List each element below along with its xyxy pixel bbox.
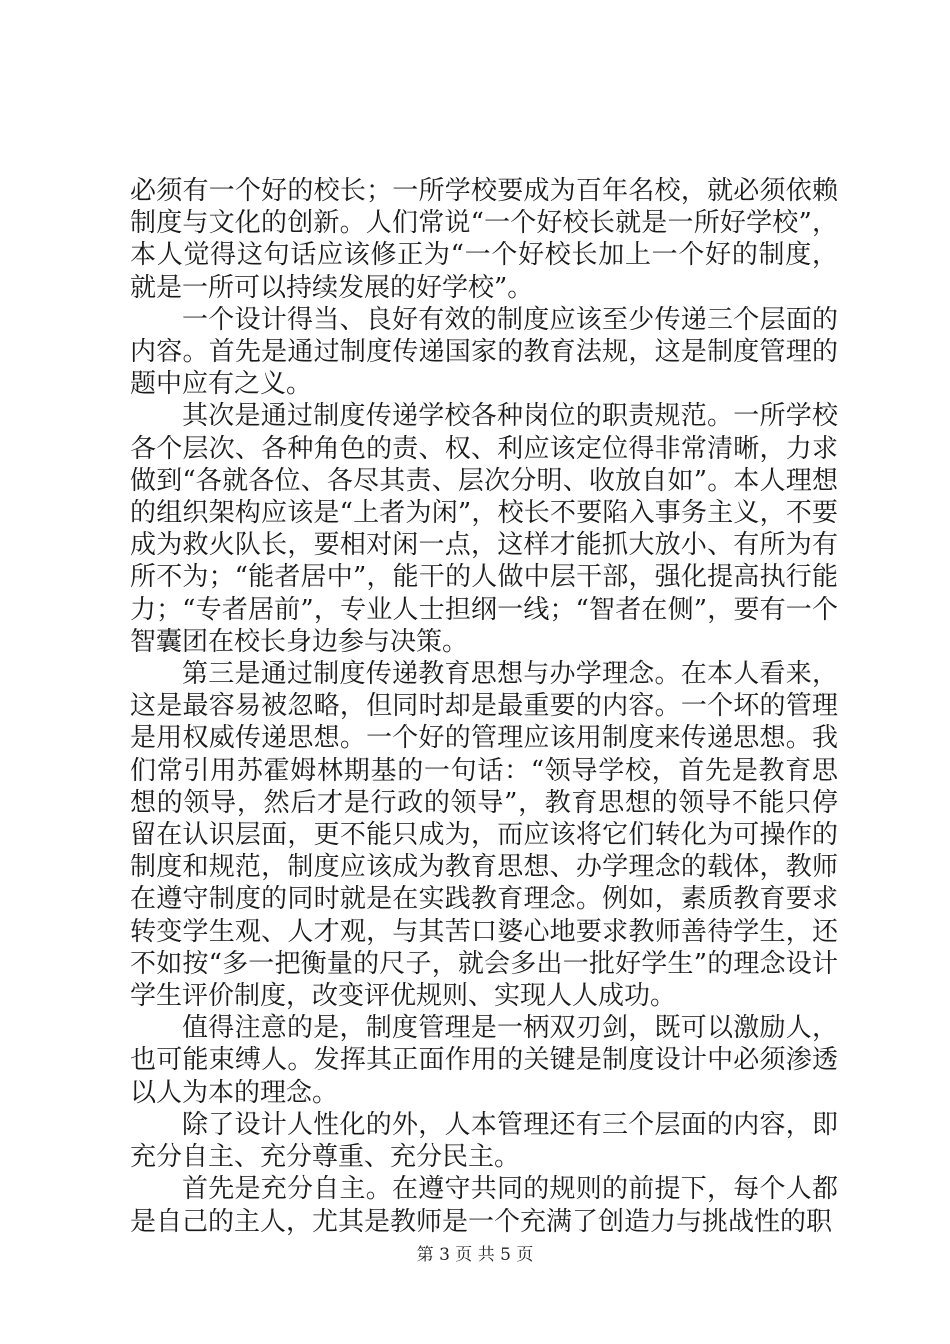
paragraph-4: 第三是通过制度传递教育思想与办学理念。在本人看来，这是最容易被忽略，但同时却是最重要的内容。一个坏的管理是用权威传递思想。一个好的管理应该用制度来传递思想。我们常引用苏霍姆林期基的一句话：“领导学校，首先是教育思想的领导，然后才是行政的领导”，教育思想的领导不能只停留在认识层面，更不能只成为，而应该将它们转化为可操作的制度和规范，制度应该成为教育思想、办学理念的载体，教师在遵守制度的同时就是在实践教育理念。例如，素质教育要求转变学生观、人才观，与其苦口婆心地要求教师善待学生，还不如按“多一把衡量的尺子，就会多出一批好学生”的理念设计学生评价制度，改变评优规则、实现人人成功。 bbox=[130, 659, 838, 1012]
page-number-footer: 第 3 页 共 5 页 bbox=[416, 1245, 534, 1265]
paragraph-5: 值得注意的是，制度管理是一柄双刃剑，既可以激励人，也可能束缚人。发挥其正面作用的关键是制度设计中必须渗透以人为本的理念。 bbox=[130, 1013, 838, 1108]
document-body bbox=[130, 175, 838, 1238]
paragraph-1: 必须有一个好的校长；一所学校要成为百年名校，就必须依赖制度与文化的创新。人们常说“一个好校长就是一所好学校”，本人觉得这句话应该修正为“一个好校长加上一个好的制度，就是一所可以持续发展的好学校”。 bbox=[130, 176, 838, 303]
paragraph-2: 一个设计得当、良好有效的制度应该至少传递三个层面的内容。首先是通过制度传递国家的教育法规，这是制度管理的题中应有之义。 bbox=[130, 304, 838, 400]
paragraph-3: 其次是通过制度传递学校各种岗位的职责规范。一所学校各个层次、各种角色的责、权、利应该定位得非常清晰，力求做到“各就各位、各尽其责、层次分明、收放自如”。本人理想的组织架构应该是“上者为闲”，校长不要陷入事务主义，不要成为救火队长，要相对闲一点，这样才能抓大放小、有所为有所不为；“能者居中”，能干的人做中层干部，强化提高执行能力；“专者居前”，专业人士担纲一线；“智者在侧”，要有一个智囊团在校长身边参与决策。 bbox=[130, 401, 838, 657]
paragraph-6: 除了设计人性化的外，人本管理还有三个层面的内容，即充分自主、充分尊重、充分民主。 bbox=[130, 1109, 838, 1173]
paragraph-7: 首先是充分自主。在遵守共同的规则的前提下，每个人都是自己的主人，尤其是教师是一个充满了创造力与挑战性的职 bbox=[130, 1174, 838, 1237]
